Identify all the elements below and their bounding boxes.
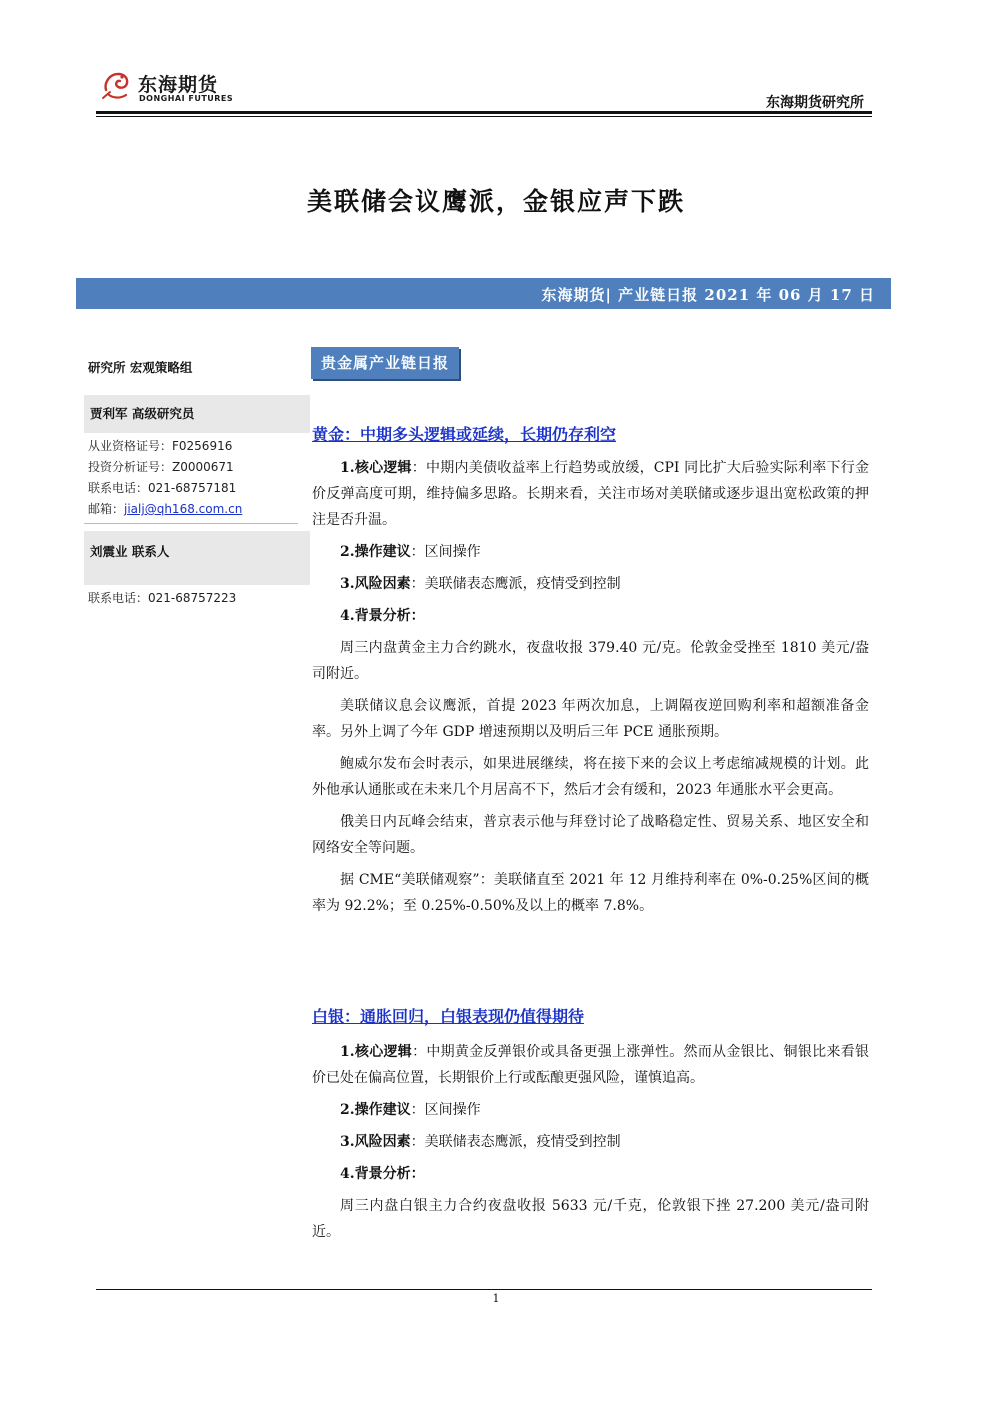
footer-rule xyxy=(96,1289,872,1290)
gold-risk-label: 3.风险因素 xyxy=(340,576,411,592)
gold-section xyxy=(312,422,869,919)
gold-advice-text: ：区间操作 xyxy=(410,544,481,560)
contact-name-block xyxy=(84,531,310,585)
gold-bg-para: 鲍威尔发布会时表示，如果进展继续，将在接下来的会议上考虑缩减规模的计划。此外他承认通胀或在未来几个月居高不下，然后才会有缓和，2023 年通胀水平会更高。 xyxy=(312,756,869,798)
gold-core-logic xyxy=(312,455,869,533)
gold-bg-colon: ： xyxy=(410,608,425,624)
silver-background-head xyxy=(312,1161,869,1187)
sidebar-dept: 研究所 宏观策略组 xyxy=(88,360,193,375)
silver-advice xyxy=(312,1097,869,1123)
contact-details xyxy=(84,588,306,609)
gold-advice xyxy=(312,539,869,565)
silver-logic-text: ：中期黄金反弹银价或具备更强上涨弹性。然而从金银比、铜银比来看银价已处在偏高位置，长期银价上行或酝酿更强风险，谨慎追高。 xyxy=(312,1044,869,1086)
dragon-logo-icon xyxy=(100,68,134,102)
banner-text: 东海期货| 产业链日报 2021 年 06 月 17 日 xyxy=(541,286,875,304)
logo-text-cn: 东海期货 xyxy=(138,74,219,96)
silver-advice-label: 2.操作建议 xyxy=(340,1102,411,1118)
silver-risk xyxy=(312,1129,869,1155)
analyst-email-row xyxy=(88,499,302,520)
gold-heading[interactable]: 黄金：中期多头逻辑或延续，长期仍存利空 xyxy=(312,425,617,444)
silver-bg-para: 周三内盘白银主力合约夜盘收报 5633 元/千克，伦敦银下挫 27.200 美元/盎司附近。 xyxy=(312,1198,869,1240)
email-link[interactable]: jialj@qh168.com.cn xyxy=(124,502,243,516)
header-rule xyxy=(96,111,872,114)
gold-bg-label: 4.背景分析 xyxy=(340,608,411,624)
contact-phone: 联系电话：021-68757223 xyxy=(88,591,237,605)
page-number: 1 xyxy=(492,1292,500,1305)
analyst-name-block xyxy=(84,395,310,433)
analyst-invest-license: 投资分析证号：Z0000671 xyxy=(88,460,234,474)
logo-text-en: DONGHAI FUTURES xyxy=(139,94,234,103)
silver-heading[interactable]: 白银：通胀回归，白银表现仍值得期待 xyxy=(312,1007,585,1026)
gold-risk xyxy=(312,571,869,597)
sidebar-divider xyxy=(84,523,298,524)
silver-risk-text: ：美联储表态鹰派，疫情受到控制 xyxy=(410,1134,621,1150)
silver-advice-text: ：区间操作 xyxy=(410,1102,481,1118)
gold-bg-para: 据 CME“美联储观察”：美联储直至 2021 年 12 月维持利率在 0%-0.25%区间的概率为 92.2%；至 0.25%-0.50%及以上的概率 7.8%。 xyxy=(312,872,869,914)
header-rule-thin xyxy=(96,116,872,117)
analyst-license: 从业资格证号：F0256916 xyxy=(88,439,233,453)
report-title: 美联储会议鹰派，金银应声下跌 xyxy=(306,187,685,216)
gold-bg-para: 周三内盘黄金主力合约跳水，夜盘收报 379.40 元/克。伦敦金受挫至 1810 美元/盎司附近。 xyxy=(312,640,869,682)
report-banner xyxy=(76,278,891,309)
contact-name: 刘震业 联系人 xyxy=(90,544,170,559)
silver-section xyxy=(312,1004,869,1245)
silver-core-logic xyxy=(312,1039,869,1091)
section-tag: 贵金属产业链日报 xyxy=(311,347,459,379)
gold-bg-para: 美联储议息会议鹰派，首提 2023 年两次加息，上调隔夜逆回购利率和超额准备金率。另外上调了今年 GDP 增速预期以及明后三年 PCE 通胀预期。 xyxy=(312,698,869,740)
sidebar xyxy=(84,358,298,376)
email-label: 邮箱： xyxy=(88,502,125,516)
gold-bg-para: 俄美日内瓦峰会结束，普京表示他与拜登讨论了战略稳定性、贸易关系、地区安全和网络安全等问题。 xyxy=(312,814,869,856)
gold-advice-label: 2.操作建议 xyxy=(340,544,411,560)
analyst-name: 贾利军 高级研究员 xyxy=(90,406,195,421)
header-institute-label: 东海期货研究所 xyxy=(766,95,864,111)
silver-bg-label: 4.背景分析 xyxy=(340,1166,411,1182)
gold-logic-text: ：中期内美债收益率上行趋势或放缓，CPI 同比扩大后验实际利率下行金价反弹高度可期，维持偏多思路。长期来看，关注市场对美联储或逐步退出宽松政策的押注是否升温。 xyxy=(312,460,869,528)
gold-background-head xyxy=(312,603,869,629)
analyst-details xyxy=(84,436,306,520)
silver-logic-label: 1.核心逻辑 xyxy=(340,1044,413,1060)
gold-logic-label: 1.核心逻辑 xyxy=(340,460,412,476)
company-logo xyxy=(100,68,240,108)
analyst-phone: 联系电话：021-68757181 xyxy=(88,481,237,495)
silver-bg-colon: ： xyxy=(410,1166,425,1182)
gold-risk-text: ：美联储表态鹰派，疫情受到控制 xyxy=(410,576,621,592)
silver-risk-label: 3.风险因素 xyxy=(340,1134,411,1150)
